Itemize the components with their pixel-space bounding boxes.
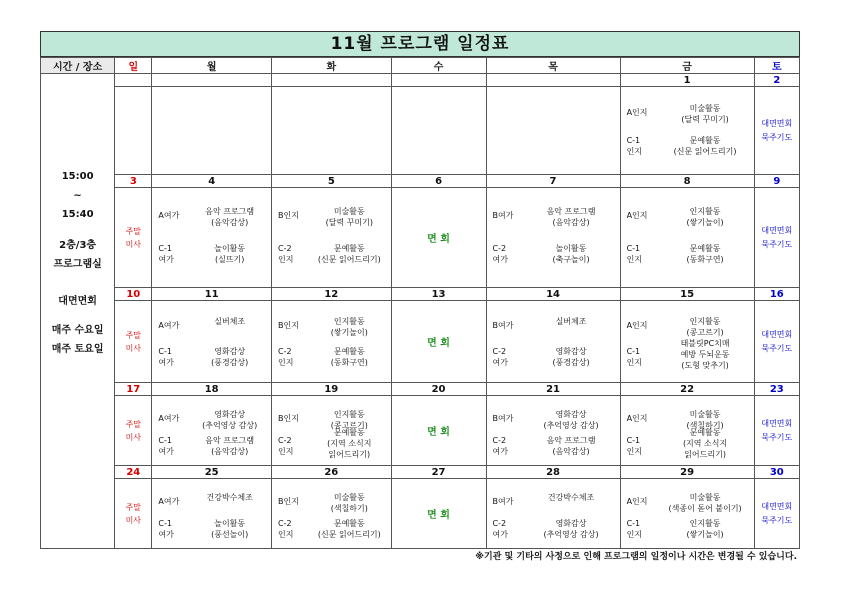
date-wed: 13 xyxy=(391,288,486,301)
schedule-table xyxy=(40,57,800,549)
date-fri: 1 xyxy=(620,74,754,87)
cell-sun xyxy=(115,188,152,288)
group-label-b: C-1 여가 xyxy=(158,519,174,539)
group-label-b: C-1 인지 xyxy=(626,244,643,264)
activity-b: 인지활동 (쌓기놀이) xyxy=(686,519,724,539)
group-label-a: B여가 xyxy=(492,414,514,423)
group-label-b: C-2 인지 xyxy=(278,347,294,367)
cell-mon xyxy=(152,301,272,383)
cell-tue xyxy=(272,87,392,175)
group-label-a: A여가 xyxy=(158,414,180,423)
activity-a: 인지활동 (쌓기놀이) xyxy=(686,207,724,227)
activity-b: 문예활동 (지역 소식지 읽어드리기) xyxy=(327,428,372,459)
cell-tue xyxy=(272,301,392,383)
activity-b: 영화감상 (풍경감상) xyxy=(552,347,590,367)
cell-tue xyxy=(272,396,392,466)
date-fri: 8 xyxy=(620,175,754,188)
date-wed: 20 xyxy=(391,383,486,396)
date-sat: 23 xyxy=(754,383,799,396)
group-label-a: B인지 xyxy=(278,414,299,423)
group-label-b: C-1 여가 xyxy=(158,436,174,456)
cell-mon xyxy=(152,87,272,175)
date-mon: 18 xyxy=(152,383,272,396)
date-thu: 28 xyxy=(486,466,620,479)
cell-tue xyxy=(272,479,392,549)
cell-thu xyxy=(486,301,620,383)
visit-wednesday: 매주 수요일 xyxy=(51,325,104,336)
header-sun: 일 xyxy=(115,58,152,74)
date-row xyxy=(41,383,800,396)
group-label-a: A인지 xyxy=(626,414,648,423)
date-sun: 3 xyxy=(115,175,152,188)
group-label-b: C-1 인지 xyxy=(626,519,643,539)
group-label-a: B여가 xyxy=(492,497,514,506)
date-thu: 14 xyxy=(486,288,620,301)
cell-sat xyxy=(754,479,799,549)
activity-b: 놀이활동 (실뜨기) xyxy=(214,244,246,264)
activity-a: 미술활동 (색칠하기) xyxy=(330,493,368,513)
place-floor: 2층/3층 xyxy=(59,240,97,251)
activity-b: 문예활동 (신문 읽어드리기) xyxy=(317,519,381,539)
group-label-b: C-2 인지 xyxy=(278,436,294,456)
date-row xyxy=(41,466,800,479)
activity-b: 문예활동 (신문 읽어드리기) xyxy=(673,136,737,156)
activity-a: 영화감상 (추억영상 감상) xyxy=(543,410,599,430)
time-start: 15:00 xyxy=(61,171,94,182)
date-tue: 12 xyxy=(272,288,392,301)
group-label-b: C-1 여가 xyxy=(158,244,174,264)
date-mon xyxy=(152,74,272,87)
date-mon: 11 xyxy=(152,288,272,301)
program-row xyxy=(41,479,800,549)
group-label-b: C-1 인지 xyxy=(626,136,643,156)
date-sat: 30 xyxy=(754,466,799,479)
time-place-column xyxy=(41,74,115,549)
group-label-b: C-2 인지 xyxy=(278,244,294,264)
cell-wed xyxy=(391,301,486,383)
cell-mon xyxy=(152,479,272,549)
date-fri: 22 xyxy=(620,383,754,396)
saturday-note: 대면면회 묵주기도 xyxy=(761,329,793,353)
group-label-a: B인지 xyxy=(278,497,299,506)
activity-b: 문예활동 (동화구연) xyxy=(686,244,724,264)
activity-a: 영화감상 (추억영상 감상) xyxy=(202,410,258,430)
group-label-a: A인지 xyxy=(626,108,648,117)
activity-a: 인지활동 (콩고르기) xyxy=(686,317,724,337)
cell-wed xyxy=(391,396,486,466)
date-row xyxy=(41,175,800,188)
schedule-sheet xyxy=(40,31,800,549)
date-tue: 5 xyxy=(272,175,392,188)
cell-sun xyxy=(115,87,152,175)
group-label-a: B여가 xyxy=(492,211,514,220)
activity-b: 영화감상 (풍경감상) xyxy=(211,347,249,367)
activity-a: 음악 프로그램 (음악감상) xyxy=(546,207,596,227)
header-sat: 토 xyxy=(754,58,799,74)
saturday-note: 대면면회 묵주기도 xyxy=(761,118,793,142)
cell-mon xyxy=(152,396,272,466)
activity-b: 음악 프로그램 (음악감상) xyxy=(546,436,596,456)
visit-label: 면 회 xyxy=(427,234,450,245)
group-label-a: A인지 xyxy=(626,211,648,220)
cell-sat xyxy=(754,188,799,288)
cell-fri xyxy=(620,396,754,466)
sunday-mass: 주말 미사 xyxy=(125,330,142,353)
header-mon: 월 xyxy=(152,58,272,74)
activity-b: 문예활동 (신문 읽어드리기) xyxy=(317,244,381,264)
cell-wed xyxy=(391,87,486,175)
cell-wed xyxy=(391,479,486,549)
group-label-b: C-2 여가 xyxy=(492,347,508,367)
activity-a: 미술활동 (달력 꾸미기) xyxy=(325,207,374,227)
group-label-a: B여가 xyxy=(492,321,514,330)
saturday-note: 대면면회 묵주기도 xyxy=(761,225,793,249)
date-sun: 17 xyxy=(115,383,152,396)
header-thu: 목 xyxy=(486,58,620,74)
cell-thu xyxy=(486,479,620,549)
activity-a: 실버체조 xyxy=(214,317,246,326)
time-end: 15:40 xyxy=(61,209,94,220)
group-label-b: C-1 인지 xyxy=(626,347,643,367)
date-fri: 15 xyxy=(620,288,754,301)
cell-thu xyxy=(486,396,620,466)
saturday-note: 대면면회 묵주기도 xyxy=(761,501,793,525)
group-label-b: C-2 인지 xyxy=(278,519,294,539)
activity-b: 문예활동 (동화구연) xyxy=(330,347,368,367)
activity-a: 건강박수체조 xyxy=(206,493,253,502)
cell-sun xyxy=(115,396,152,466)
cell-sat xyxy=(754,396,799,466)
program-row xyxy=(41,87,800,175)
date-wed: 6 xyxy=(391,175,486,188)
group-label-b: C-2 여가 xyxy=(492,436,508,456)
activity-b: 문예활동 (지역 소식지 읽어드리기) xyxy=(682,428,728,459)
group-label-a: A여가 xyxy=(158,211,180,220)
date-thu: 7 xyxy=(486,175,620,188)
page-title: 11월 프로그램 일정표 xyxy=(40,31,800,57)
date-sat: 16 xyxy=(754,288,799,301)
cell-fri xyxy=(620,479,754,549)
cell-sat xyxy=(754,301,799,383)
activity-a: 미술활동 (달력 꾸미기) xyxy=(681,104,729,124)
date-tue xyxy=(272,74,392,87)
sunday-mass: 주말 미사 xyxy=(125,502,142,525)
program-row xyxy=(41,188,800,288)
program-row xyxy=(41,396,800,466)
activity-b: 놀이활동 (풍선놀이) xyxy=(211,519,249,539)
visit-label: 면 회 xyxy=(427,427,450,438)
group-label-b: C-2 여가 xyxy=(492,244,508,264)
date-row xyxy=(41,74,800,87)
cell-sun xyxy=(115,479,152,549)
date-sun: 24 xyxy=(115,466,152,479)
activity-a: 실버체조 xyxy=(555,317,587,326)
activity-b: 태블릿PC치매 예방 두뇌운동 (도형 맞추기) xyxy=(680,339,730,370)
date-sat: 9 xyxy=(754,175,799,188)
group-label-a: A여가 xyxy=(158,321,180,330)
date-tue: 19 xyxy=(272,383,392,396)
cell-tue xyxy=(272,188,392,288)
header-wed: 수 xyxy=(391,58,486,74)
activity-a: 미술활동 (색칠하기) xyxy=(686,410,724,430)
place-room: 프로그램실 xyxy=(53,259,102,270)
group-label-a: A여가 xyxy=(158,497,180,506)
visit-title: 대면면회 xyxy=(58,296,97,307)
header-fri: 금 xyxy=(620,58,754,74)
visit-label: 면 회 xyxy=(427,510,450,521)
activity-a: 인지활동 (콩고르기) xyxy=(330,410,368,430)
footnote: ※기관 및 기타의 사정으로 인해 프로그램의 일정이나 시간은 변경될 수 있습니다. xyxy=(475,552,797,562)
group-label-a: A인지 xyxy=(626,497,648,506)
date-wed: 27 xyxy=(391,466,486,479)
group-label-a: B인지 xyxy=(278,321,299,330)
cell-fri xyxy=(620,87,754,175)
activity-a: 인지활동 (쌓기놀이) xyxy=(330,317,368,337)
time-place-header: 시간 / 장소 xyxy=(41,58,115,74)
date-fri: 29 xyxy=(620,466,754,479)
date-thu xyxy=(486,74,620,87)
date-wed xyxy=(391,74,486,87)
date-thu: 21 xyxy=(486,383,620,396)
cell-sun xyxy=(115,301,152,383)
activity-a: 건강박수체조 xyxy=(547,493,595,502)
group-label-b: C-1 여가 xyxy=(158,347,174,367)
activity-b: 음악 프로그램 (음악감상) xyxy=(205,436,255,456)
activity-b: 놀이활동 (축구놀이) xyxy=(552,244,590,264)
time-tilde: ~ xyxy=(73,190,82,201)
weekday-header-row xyxy=(41,58,800,74)
activity-a: 음악 프로그램 (음악감상) xyxy=(205,207,255,227)
sunday-mass: 주말 미사 xyxy=(125,419,142,442)
group-label-a: B인지 xyxy=(278,211,299,220)
activity-a: 미술활동 (색종이 돋어 붙이기) xyxy=(668,493,742,513)
cell-thu xyxy=(486,188,620,288)
cell-mon xyxy=(152,188,272,288)
date-sun: 10 xyxy=(115,288,152,301)
date-sat: 2 xyxy=(754,74,799,87)
date-mon: 4 xyxy=(152,175,272,188)
header-tue: 화 xyxy=(272,58,392,74)
cell-sat xyxy=(754,87,799,175)
group-label-a: A인지 xyxy=(626,321,648,330)
saturday-note: 대면면회 묵주기도 xyxy=(761,418,793,442)
cell-fri xyxy=(620,188,754,288)
date-sun xyxy=(115,74,152,87)
date-row xyxy=(41,288,800,301)
date-tue: 26 xyxy=(272,466,392,479)
cell-wed xyxy=(391,188,486,288)
cell-thu xyxy=(486,87,620,175)
visit-label: 면 회 xyxy=(427,338,450,349)
date-mon: 25 xyxy=(152,466,272,479)
sunday-mass: 주말 미사 xyxy=(125,226,142,249)
group-label-b: C-1 인지 xyxy=(626,436,643,456)
visit-saturday: 매주 토요일 xyxy=(51,344,104,355)
program-row xyxy=(41,301,800,383)
group-label-b: C-2 여가 xyxy=(492,519,508,539)
activity-b: 영화감상 (추억영상 감상) xyxy=(543,519,599,539)
cell-fri xyxy=(620,301,754,383)
